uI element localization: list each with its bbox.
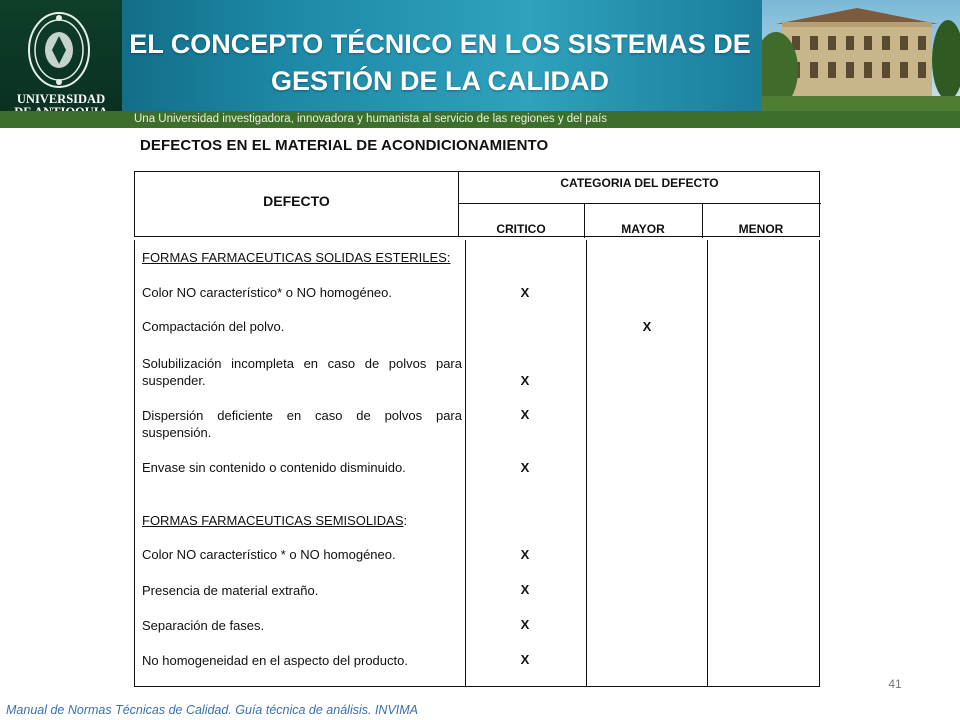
university-name-line1: UNIVERSIDAD <box>16 92 106 106</box>
section-title-semisolidas: FORMAS FARMACEUTICAS SEMISOLIDAS: <box>142 513 408 528</box>
critico-mark: X <box>520 373 530 388</box>
critico-mark: X <box>520 285 530 300</box>
table-row: Presencia de material extraño. <box>142 583 319 598</box>
slide-title <box>120 26 760 100</box>
source-citation: Manual de Normas Técnicas de Calidad. Guía técnica de análisis. INVIMA <box>6 703 418 717</box>
critico-mark: X <box>520 547 530 562</box>
table-row: Color NO característico* o NO homogéneo. <box>142 285 392 300</box>
tagline: Una Universidad investigadora, innovadora y humanista al servicio de las regiones y del país <box>134 113 608 125</box>
critico-mark: X <box>520 617 530 632</box>
table-row: Color NO característico * o NO homogéneo. <box>142 547 396 562</box>
category-header: CATEGORIA DEL DEFECTO <box>560 176 719 190</box>
defect-column-header: DEFECTO <box>263 193 330 209</box>
column-header-mayor: MAYOR <box>621 222 665 236</box>
page-number: 41 <box>888 677 902 691</box>
critico-mark: X <box>520 582 530 597</box>
table-row: Solubilización incompleta en caso de polvos para suspender. <box>142 356 462 388</box>
table-header <box>134 171 820 237</box>
university-seal-icon <box>26 10 92 90</box>
header-banner <box>0 0 960 128</box>
critico-mark: X <box>520 460 530 475</box>
university-logo <box>0 0 122 128</box>
column-header-menor: MENOR <box>738 222 784 236</box>
slide-title-line2: GESTIÓN DE LA CALIDAD <box>270 66 609 96</box>
table-row: Envase sin contenido o contenido disminuido. <box>142 460 406 475</box>
document-title: DEFECTOS EN EL MATERIAL DE ACONDICIONAMIENTO <box>140 137 549 154</box>
slide-title-line1: EL CONCEPTO TÉCNICO EN LOS SISTEMAS DE <box>129 29 751 59</box>
table-row: Compactación del polvo. <box>142 319 285 334</box>
campus-building-image <box>762 0 960 111</box>
critico-mark: X <box>520 652 530 667</box>
table-row: No homogeneidad en el aspecto del producto. <box>142 653 408 668</box>
column-header-critico: CRITICO <box>496 222 546 236</box>
section-title-solidas: FORMAS FARMACEUTICAS SOLIDAS ESTERILES: <box>142 250 451 265</box>
table-row: Dispersión deficiente en caso de polvos para suspensión. <box>142 408 462 440</box>
mayor-mark: X <box>642 319 652 334</box>
critico-mark: X <box>520 407 530 422</box>
table-row: Separación de fases. <box>142 618 265 633</box>
